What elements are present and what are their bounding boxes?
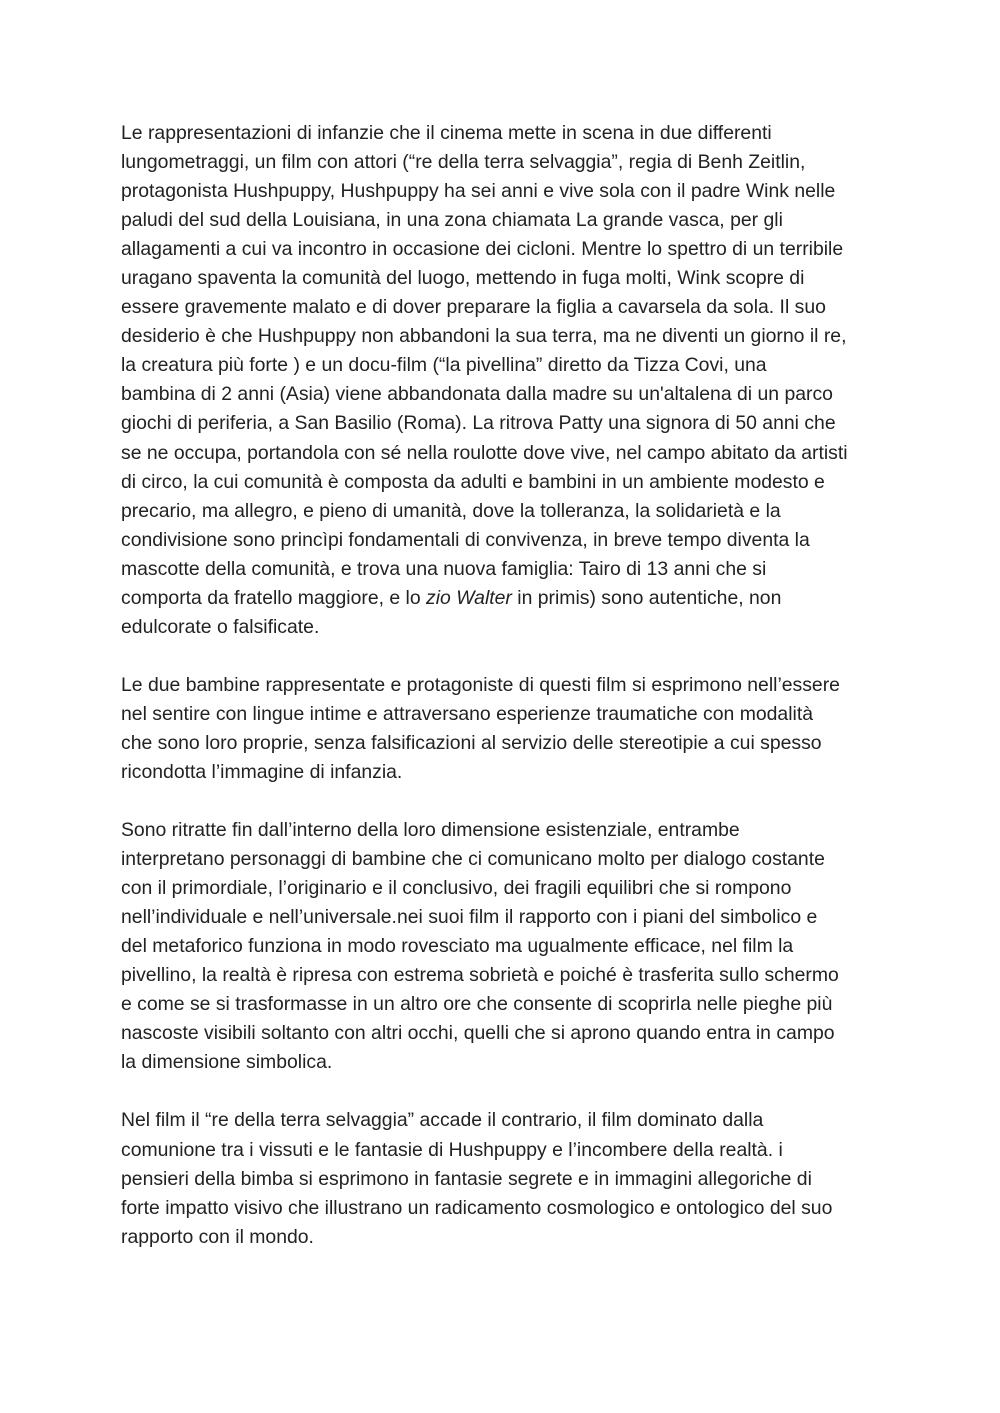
text-line: mascotte della comunità, e trova una nuova famiglia: Tairo di 13 anni che si	[121, 557, 767, 580]
text-line: Le rappresentazioni di infanzie che il cinema mette in scena in due differenti	[121, 122, 772, 144]
text-line: e come se si trasformasse in un altro ore che consente di scoprirla nelle pieghe più	[121, 993, 833, 1016]
text-line: Le due bambine rappresentate e protagoniste di questi film si esprimono nell’essere	[121, 673, 840, 696]
text-line: forte impatto visivo che illustrano un radicamento cosmologico e ontologico del suo	[121, 1196, 833, 1219]
paragraph-3	[121, 816, 891, 1077]
text-line: Nel film il “re della terra selvaggia” accade il contrario, il film dominato dalla	[121, 1109, 764, 1132]
text-line: lungometraggi, un film con attori (“re della terra selvaggia”, regia di Benh Zeitlin,	[121, 151, 806, 174]
text-line: la dimensione simbolica.	[121, 1051, 333, 1074]
text-line: con il primordiale, l’originario e il conclusivo, dei fragili equilibri che si rompono	[121, 877, 792, 900]
text-line: edulcorate o falsificate.	[121, 615, 320, 638]
text-line: paludi del sud della Louisiana, in una zona chiamata La grande vasca, per gli	[121, 209, 783, 232]
text-line: la creatura più forte ) e un docu-film (“la pivellina” diretto da Tizza Covi, una	[121, 354, 767, 377]
paragraph-1	[121, 119, 891, 642]
text-line: protagonista Hushpuppy, Hushpuppy ha sei anni e vive sola con il padre Wink nelle	[121, 180, 836, 203]
text-line: Sono ritratte fin dall’interno della loro dimensione esistenziale, entrambe	[121, 819, 740, 842]
text-line: essere gravemente malato e di dover preparare la figlia a cavarsela da sola. Il suo	[121, 296, 826, 319]
text-line	[121, 584, 891, 613]
text-line: nel sentire con lingue intime e attraversano esperienze traumatiche con modalità	[121, 702, 813, 725]
text-line: nell’individuale e nell’universale.nei suoi film il rapporto con i piani del simbolico e	[121, 906, 818, 929]
text-line: pensieri della bimba si esprimono in fantasie segrete e in immagini allegoriche di	[121, 1167, 812, 1190]
text-line: bambina di 2 anni (Asia) viene abbandonata dalla madre su un'altalena di un parco	[121, 383, 833, 406]
paragraph-2	[121, 671, 891, 787]
text-line: comunione tra i vissuti e le fantasie di Hushpuppy e l’incombere della realtà. i	[121, 1138, 783, 1161]
document-page	[121, 119, 891, 1281]
italic-text: zio Walter	[426, 586, 512, 609]
text-segment: comporta da fratello maggiore, e lo	[121, 586, 427, 609]
text-line: interpretano personaggi di bambine che ci comunicano molto per dialogo costante	[121, 848, 825, 871]
text-line: nascoste visibili soltanto con altri occhi, quelli che si aprono quando entra in campo	[121, 1022, 835, 1045]
text-line: desiderio è che Hushpuppy non abbandoni la sua terra, ma ne diventi un giorno il re,	[121, 325, 847, 348]
text-line: uragano spaventa la comunità del luogo, mettendo in fuga molti, Wink scopre di	[121, 267, 805, 290]
paragraph-4	[121, 1106, 891, 1251]
text-line: condivisione sono princìpi fondamentali di convivenza, in breve tempo diventa la	[121, 528, 810, 551]
text-line: pivellino, la realtà è ripresa con estrema sobrietà e poiché è trasferita sullo schermo	[121, 964, 839, 987]
text-line: del metaforico funziona in modo rovesciato ma ugualmente efficace, nel film la	[121, 935, 794, 958]
text-line: se ne occupa, portandola con sé nella roulotte dove vive, nel campo abitato da artisti	[121, 441, 848, 464]
text-line: precario, ma allegro, e pieno di umanità, dove la tolleranza, la solidarietà e la	[121, 499, 781, 522]
text-line: allagamenti a cui va incontro in occasione dei cicloni. Mentre lo spettro di un terribile	[121, 238, 844, 261]
text-line: rapporto con il mondo.	[121, 1225, 314, 1248]
text-line: che sono loro proprie, senza falsificazioni al servizio delle stereotipie a cui spesso	[121, 731, 822, 754]
text-line: ricondotta l’immagine di infanzia.	[121, 760, 403, 783]
text-segment: in primis) sono autentiche, non	[511, 586, 782, 609]
text-line: di circo, la cui comunità è composta da adulti e bambini in un ambiente modesto e	[121, 470, 825, 493]
text-line: giochi di periferia, a San Basilio (Roma). La ritrova Patty una signora di 50 anni che	[121, 412, 836, 435]
